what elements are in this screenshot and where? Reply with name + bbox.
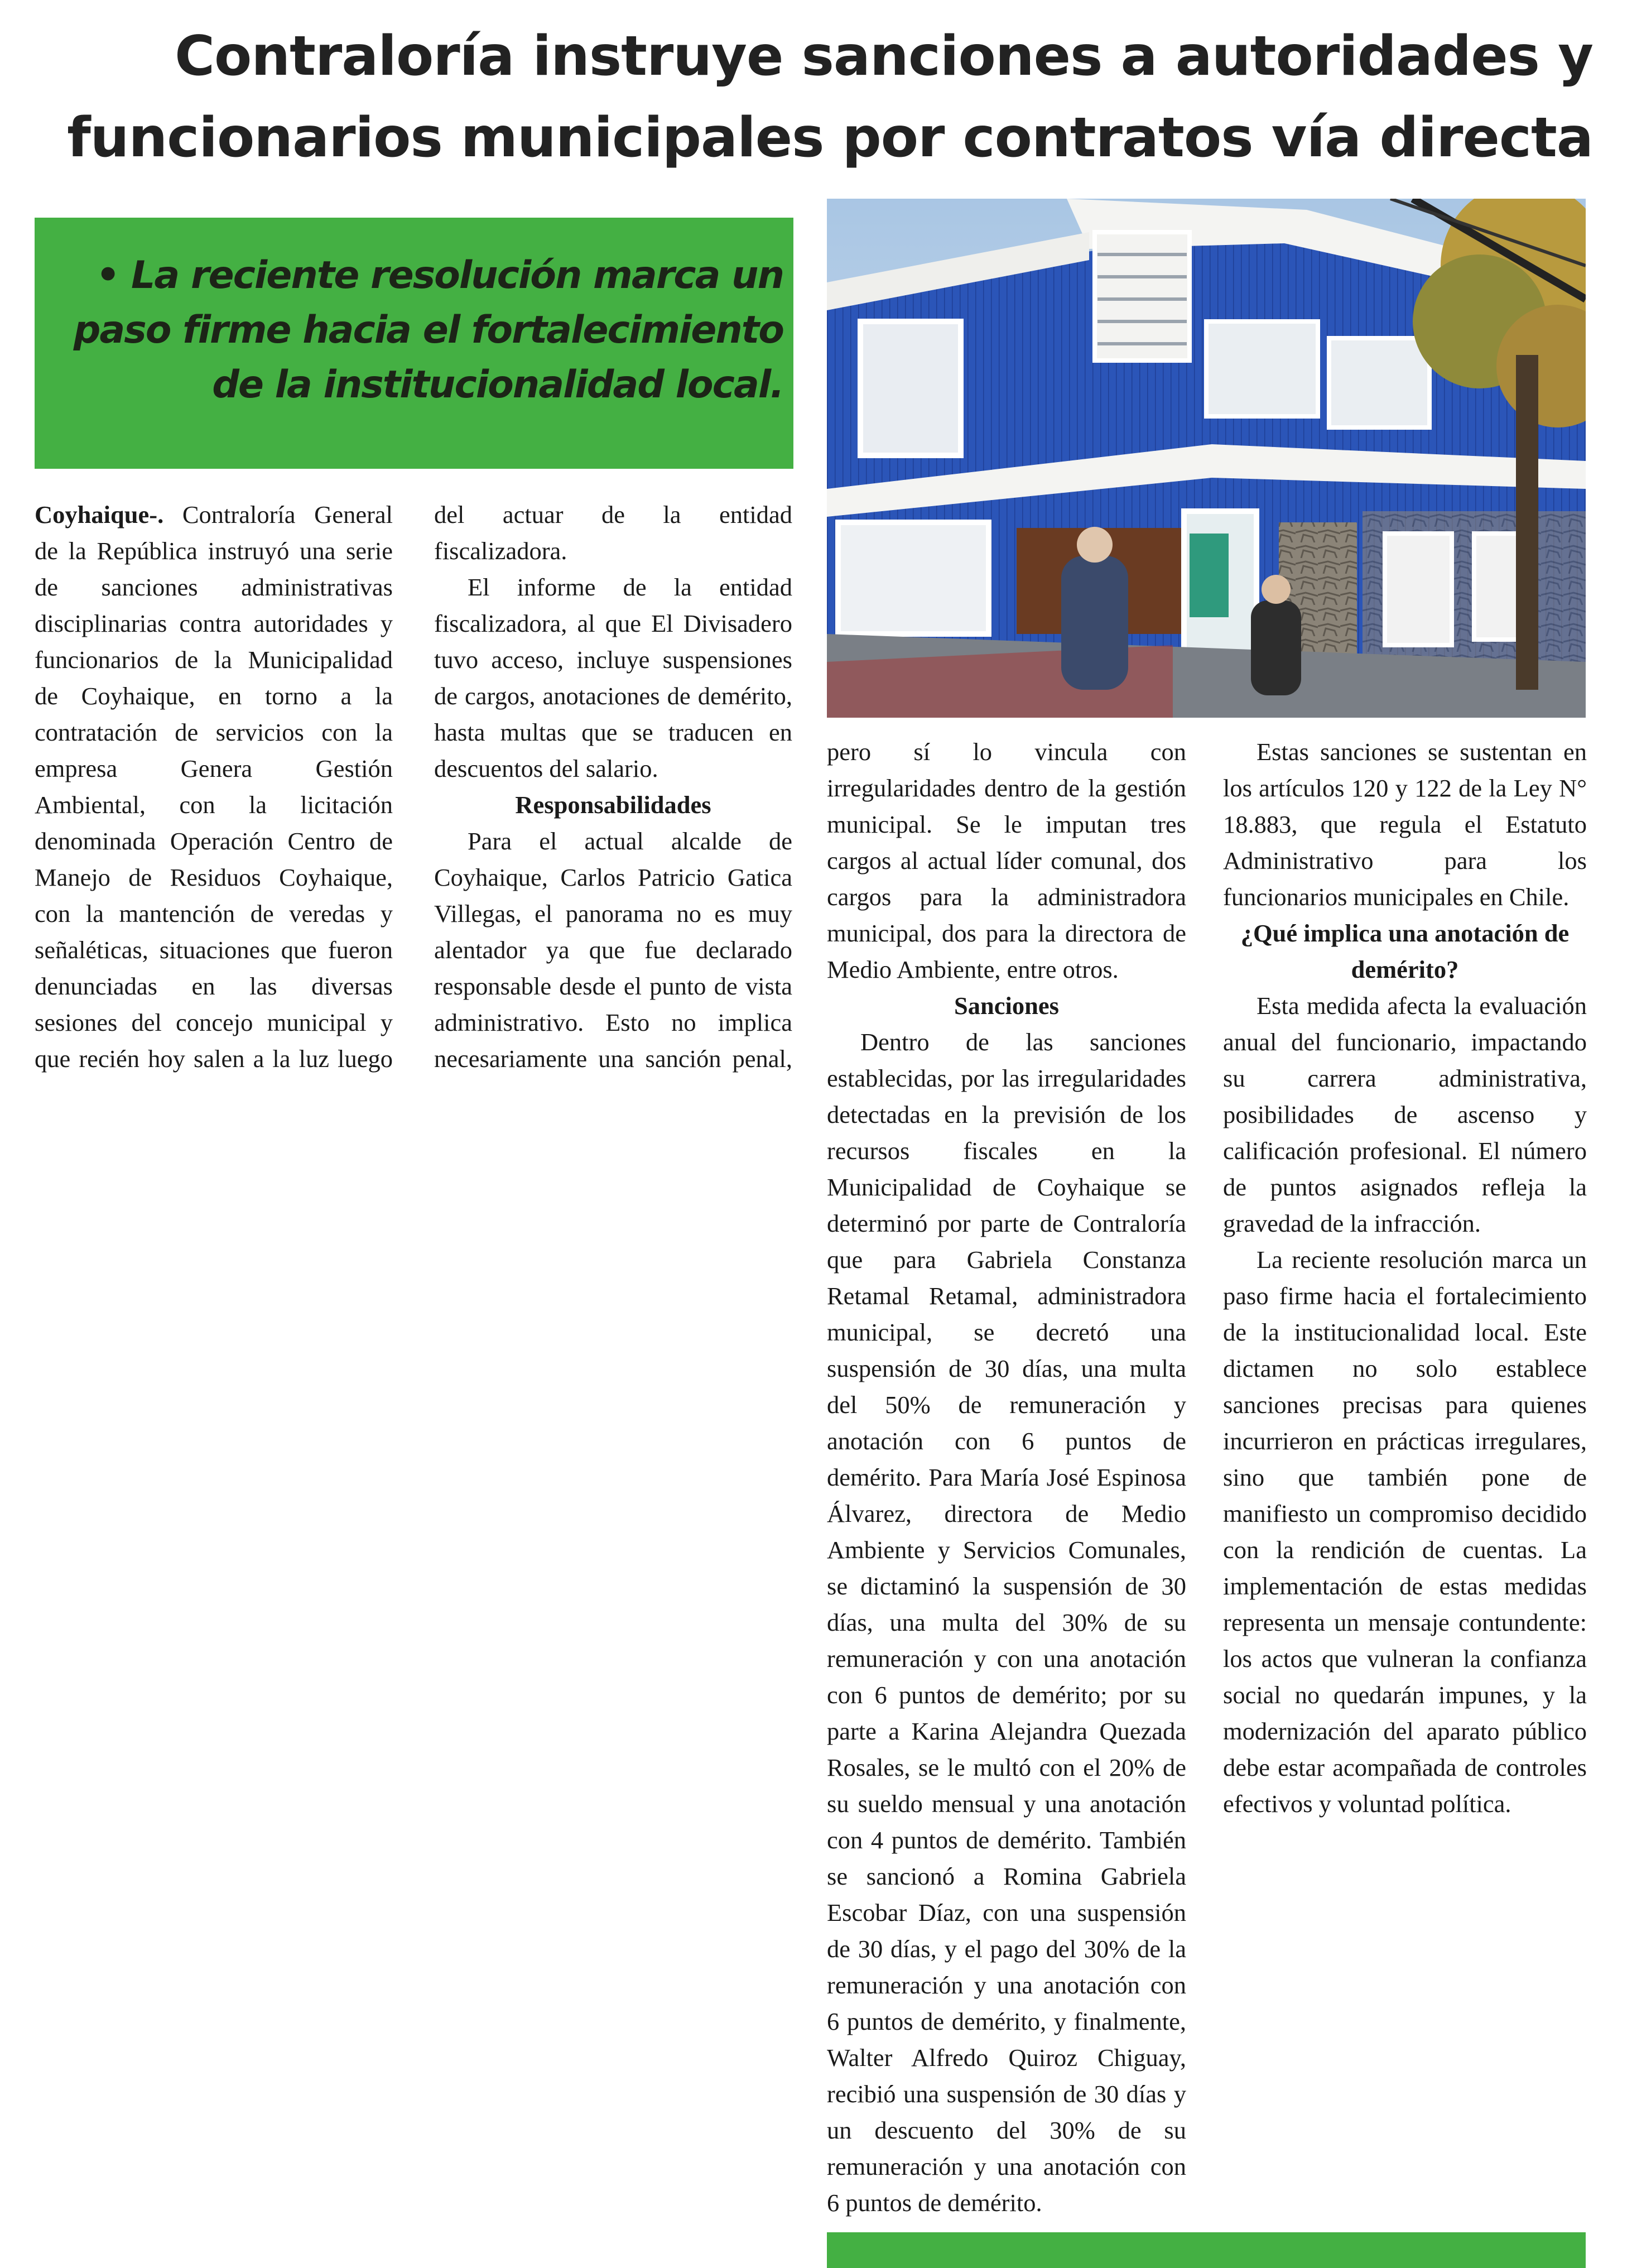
headline-line-2: funcionarios municipales por contratos vía directa	[67, 106, 1593, 170]
article-column-4	[1223, 734, 1587, 1822]
article-column-1	[35, 497, 393, 1077]
paragraph-informe: El informe de la entidad fiscalizadora, al que El Divisadero tuvo acceso, incluye suspensiones de cargos, anotaciones de demérito, hasta multas que se traducen en descuentos del salario.	[434, 573, 792, 782]
pull-quote-box	[35, 218, 793, 469]
lead-paragraph-text: Contraloría General de la República instruyó una serie de sanciones administrativas disciplinarias contra autoridades y funcionarios de la Municipalidad de Coyhaique, en torno a la contratación de servicios con la empresa Genera Gestión Ambiental, con la licitación denominada Operación Centro de Manejo de Residuos Coyhaique, con la mantención de veredas y señaléticas, situaciones que fueron denunciadas en las diversas sesiones del concejo municipal y que recién hoy salen a la luz luego	[35, 501, 393, 1073]
subheading-sanciones: Sanciones	[954, 992, 1059, 1020]
paragraph-articulos: Estas sanciones se sustentan en los artículos 120 y 122 de la Ley N° 18.883, que regula el Estatuto Administrativo para los funcionarios municipales en Chile.	[1223, 738, 1587, 911]
dateline: Coyhaique-.	[35, 501, 164, 528]
paragraph-sanciones: Dentro de las sanciones establecidas, por las irregularidades detectadas en la previsión de los recursos fiscales en la Municipalidad de Coyhaique se determinó por parte de Contraloría que para Gabriela Constanza Retamal Retamal, administradora municipal, se decretó una suspensión de 30 días, una multa del 50% de remuneración y anotación con 6 puntos de demérito. Para María José Espinosa Álvarez, directora de Medio Ambiente y Servicios Comunales, se dictaminó la suspensión de 30 días, una multa del 30% de su remuneración y con una anotación con 6 puntos de demérito; por su parte a Karina Alejandra Quezada Rosales, se le multó con el 20% de su sueldo mensual y una anotación con 4 puntos de demérito. También se sancionó a Romina Gabriela Escobar Díaz, con una suspensión de 30 días, y el pago del 30% de la remuneración y una anotación con 6 puntos de demérito, y finalmente, Walter Alfredo Quiroz Chiguay, recibió una suspensión de 30 días y un descuento del 30% de su remuneración y una anotación con 6 puntos de demérito.	[827, 1028, 1186, 2217]
article-column-3	[827, 734, 1186, 2221]
paragraph-responsabilidades-continued: pero sí lo vincula con irregularidades dentro de la gestión municipal. Se le imputan tres cargos al actual líder comunal, dos cargos para la administradora municipal, dos para la directora de Medio Ambiente, entre otros.	[827, 738, 1186, 983]
bottom-accent-bar	[827, 2232, 1586, 2268]
subheading-responsabilidades: Responsabilidades	[515, 791, 711, 819]
pull-quote-line-1: • La reciente resolución marca un	[95, 253, 783, 297]
pull-quote-line-2: paso firme hacia el fortalecimiento	[73, 308, 783, 352]
paragraph-conclusion: La reciente resolución marca un paso firme hacia el fortalecimiento de la institucionalidad local. Este dictamen no solo establece sanciones precisas para quienes incurrieron en prácticas irregulares, sino que también pone de manifiesto un compromiso decidido con la rendición de cuentas. La implementación de estas medidas representa un mensaje contundente: los actos que vulneran la confianza social no quedarán impunes, y la modernización del aparato público debe estar acompañada de controles efectivos y voluntad política.	[1223, 1246, 1587, 1818]
lead-paragraph	[35, 497, 393, 1077]
paragraph-responsabilidades: Para el actual alcalde de Coyhaique, Carlos Patricio Gatica Villegas, el panorama no es muy alentador ya que fue declarado responsable desde el punto de vista administrativo. Esto no implica necesariamente una sanción penal,	[434, 827, 792, 1073]
municipal-building-photo	[827, 199, 1586, 718]
pull-quote-line-3: de la institucionalidad local.	[212, 363, 783, 407]
paragraph-anotacion: Esta medida afecta la evaluación anual del funcionario, impactando su carrera administrativa, posibilidades de ascenso y calificación profesional. El número de puntos asignados refleja la gravedad de la infracción.	[1223, 992, 1587, 1237]
headline	[33, 16, 1593, 179]
article-column-2	[434, 497, 792, 1077]
lead-paragraph-continued: del actuar de la entidad fiscalizadora.	[434, 501, 792, 565]
subheading-anotacion-demerito: ¿Qué implica una anotación de demérito?	[1240, 919, 1570, 983]
headline-line-1: Contraloría instruye sanciones a autoridades y	[175, 25, 1593, 88]
